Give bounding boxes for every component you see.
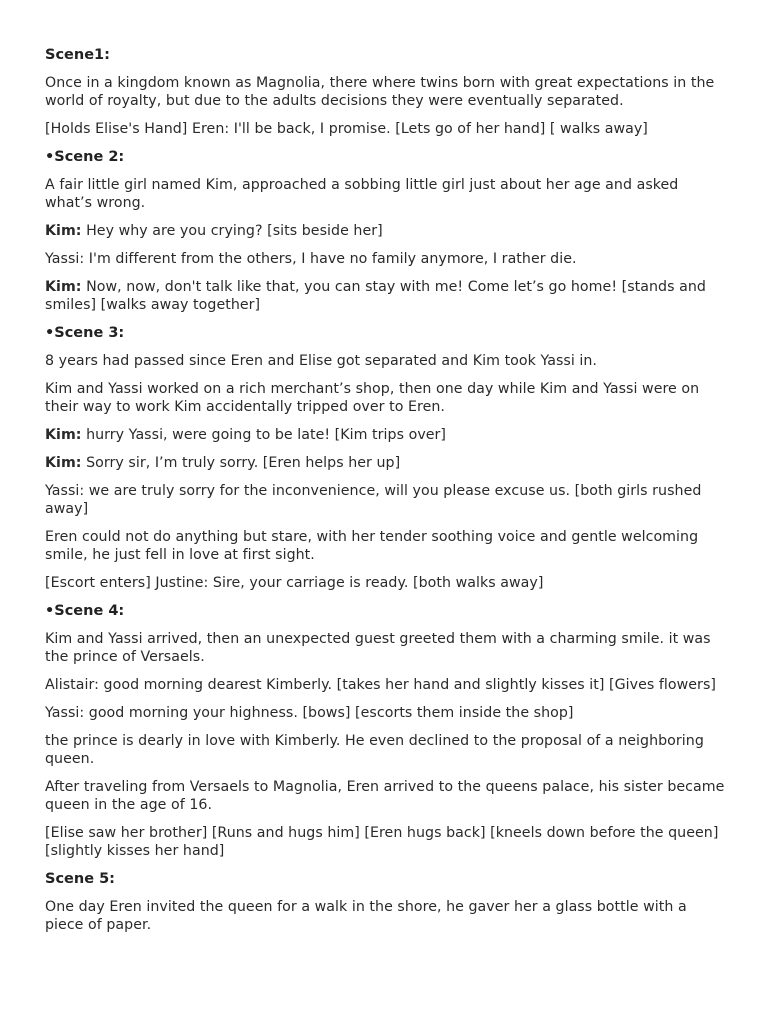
dialog-line: Yassi: good morning your highness. [bows] [escorts them inside the shop]: [45, 705, 574, 721]
scene-2-heading: •Scene 2:: [45, 149, 125, 165]
scene-1-heading: Scene1:: [45, 47, 110, 63]
dialog-line: Yassi: I'm different from the others, I have no family anymore, I rather die.: [45, 251, 577, 267]
narration: 8 years had passed since Eren and Elise got separated and Kim took Yassi in.: [45, 353, 597, 369]
dialog-text: Now, now, don't talk like that, you can stay with me! Come let’s go home! [stands and smiles] [walks away together]: [45, 279, 706, 313]
dialog-text: Hey why are you crying? [sits beside her]: [81, 223, 383, 239]
dialog-text: hurry Yassi, were going to be late! [Kim trips over]: [81, 427, 447, 443]
stage-direction: [Elise saw her brother] [Runs and hugs him] [Eren hugs back] [kneels down before the queen] [slightly kisses her hand]: [45, 825, 719, 859]
scene-3-heading: •Scene 3:: [45, 325, 125, 341]
dialog-line: [Escort enters] Justine: Sire, your carriage is ready. [both walks away]: [45, 575, 544, 591]
scene-1-intro: Once in a kingdom known as Magnolia, there where twins born with great expectations in the world of royalty, but due to the adults decisions they were eventually separated.: [45, 75, 715, 109]
narration: Eren could not do anything but stare, with her tender soothing voice and gentle welcoming smile, he just fell in love at first sight.: [45, 529, 699, 563]
speaker-name: Kim:: [45, 279, 82, 295]
dialog-line: [45, 454, 728, 472]
dialog-text: Sorry sir, I’m truly sorry. [Eren helps her up]: [81, 455, 401, 471]
narration: One day Eren invited the queen for a walk in the shore, he gaver her a glass bottle with a piece of paper.: [45, 899, 687, 933]
scene-1-dialog: [Holds Elise's Hand] Eren: I'll be back, I promise. [Lets go of her hand] [ walks away]: [45, 121, 648, 137]
scene-4-heading: •Scene 4:: [45, 603, 125, 619]
dialog-line: Yassi: we are truly sorry for the inconvenience, will you please excuse us. [both girls rushed away]: [45, 483, 702, 517]
scene-5-heading: Scene 5:: [45, 871, 115, 887]
speaker-name: Kim:: [45, 427, 82, 443]
narration: Kim and Yassi worked on a rich merchant’s shop, then one day while Kim and Yassi were on their way to work Kim accidentally tripped over to Eren.: [45, 381, 700, 415]
dialog-line: Alistair: good morning dearest Kimberly. [takes her hand and slightly kisses it] [Gives flowers]: [45, 677, 716, 693]
narration: Kim and Yassi arrived, then an unexpected guest greeted them with a charming smile. it was the prince of Versaels.: [45, 631, 711, 665]
narration: the prince is dearly in love with Kimberly. He even declined to the proposal of a neighboring queen.: [45, 733, 704, 767]
dialog-line: [45, 278, 728, 314]
scene-2-intro: A fair little girl named Kim, approached a sobbing little girl just about her age and asked what’s wrong.: [45, 177, 679, 211]
narration: After traveling from Versaels to Magnolia, Eren arrived to the queens palace, his sister became queen in the age of 16.: [45, 779, 725, 813]
dialog-line: [45, 222, 728, 240]
speaker-name: Kim:: [45, 455, 82, 471]
dialog-line: [45, 426, 728, 444]
speaker-name: Kim:: [45, 223, 82, 239]
